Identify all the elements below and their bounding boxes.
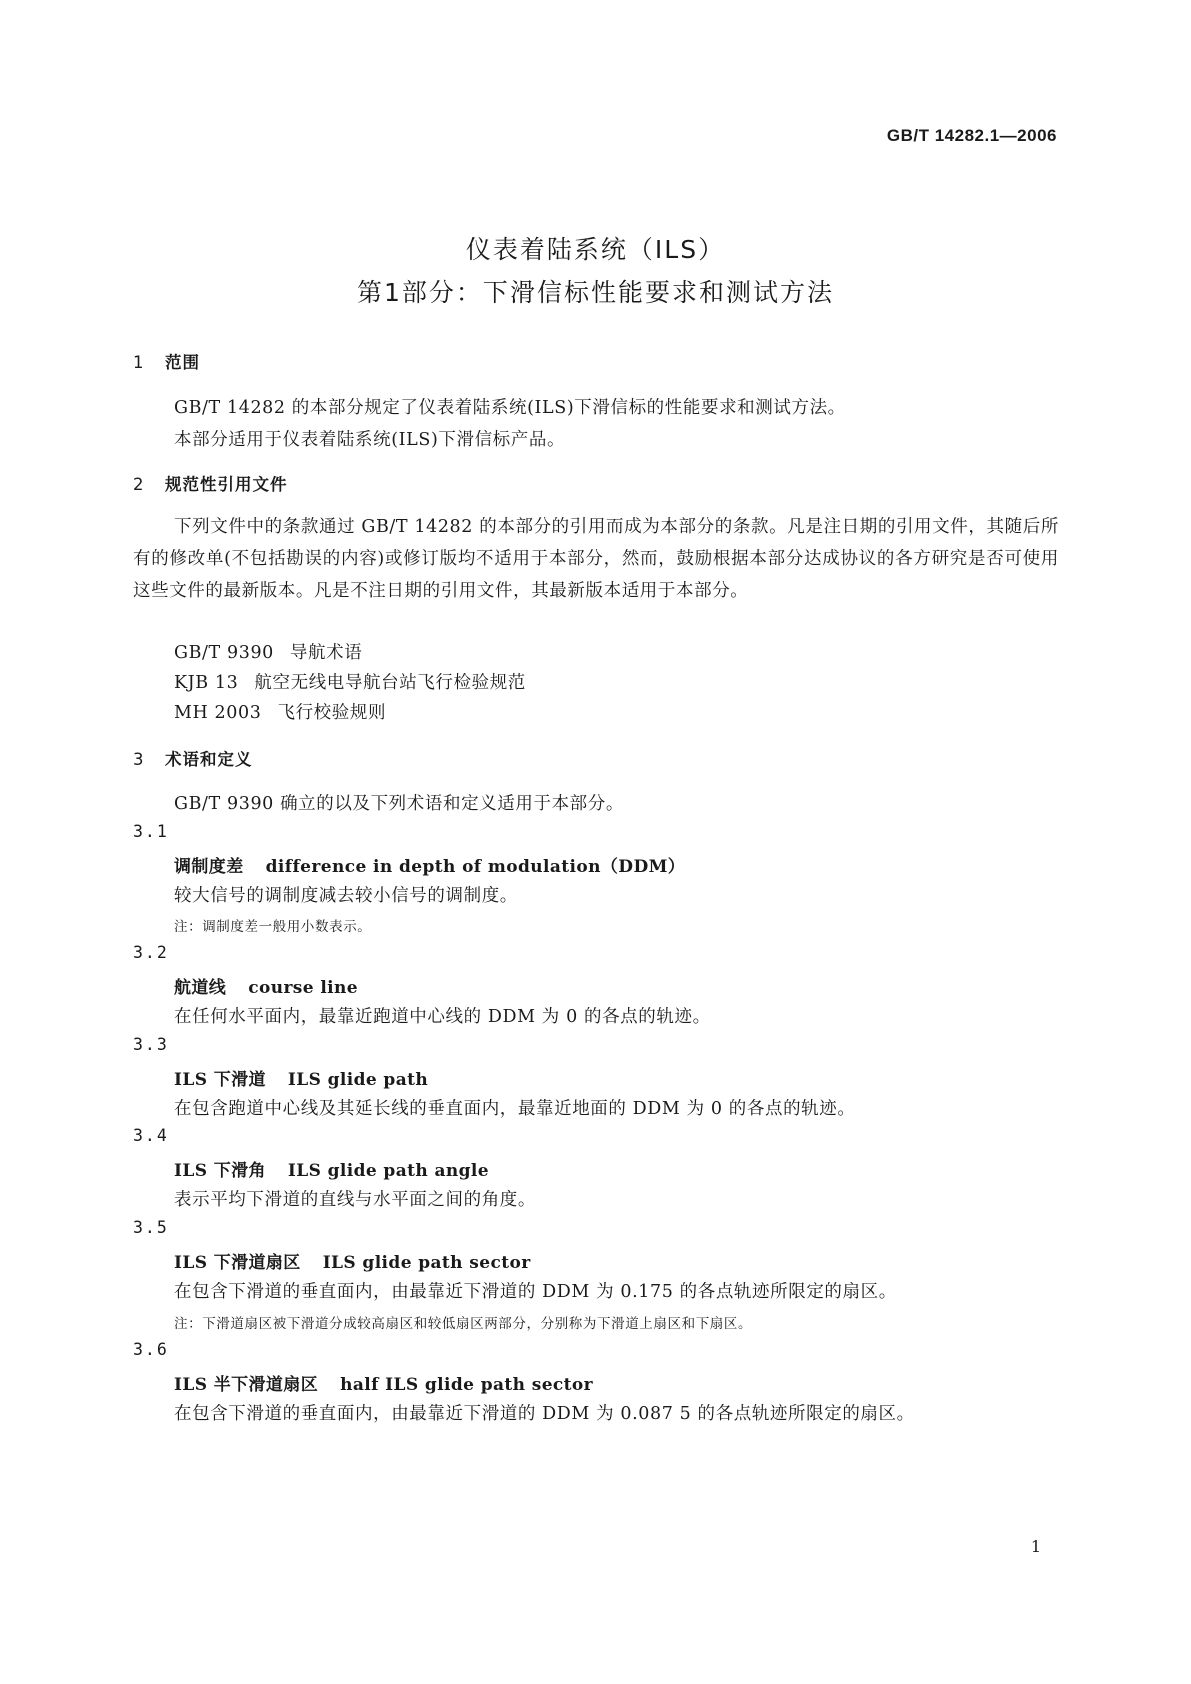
section-title: 范围 [165,353,200,372]
term-heading [174,1248,531,1273]
term-note: 注：下滑道扇区被下滑道分成较高扇区和较低扇区两部分，分别称为下滑道上扇区和下扇区。 [174,1316,753,1332]
clause-number: 3.3 [133,1035,169,1054]
term-chinese: 调制度差 [174,857,244,877]
term-english: difference in depth of modulation（DDM） [265,857,686,877]
reference-title: 航空无线电导航台站飞行检验规范 [254,673,526,693]
reference-title: 导航术语 [289,643,363,663]
page-number: 1 [1030,1537,1041,1556]
term-definition: 在包含跑道中心线及其延长线的垂直面内，最靠近地面的 DDM 为 0 的各点的轨迹。 [174,1099,856,1119]
term-english: ILS glide path [287,1070,429,1090]
term-heading [174,1370,593,1395]
term-chinese: ILS 下滑道扇区 [174,1253,301,1273]
term-definition: 在任何水平面内，最靠近跑道中心线的 DDM 为 0 的各点的轨迹。 [174,1007,711,1027]
document-title-line2: 第1部分：下滑信标性能要求和测试方法 [357,278,834,307]
term-heading [174,1156,489,1181]
scope-paragraph-1: GB/T 14282 的本部分规定了仪表着陆系统(ILS)下滑信标的性能要求和测试方法。 [174,398,846,418]
term-heading [174,973,358,998]
term-english: half ILS glide path sector [340,1375,594,1395]
term-chinese: ILS 半下滑道扇区 [174,1375,319,1395]
clause-number: 3.5 [133,1218,169,1237]
term-heading [174,852,685,877]
section-title: 规范性引用文件 [165,475,288,494]
term-definition: 表示平均下滑道的直线与水平面之间的角度。 [174,1190,536,1210]
standard-number: GB/T 14282.1—2006 [886,126,1057,145]
reference-item [174,639,362,664]
section-number: 2 [133,475,145,494]
term-definition: 在包含下滑道的垂直面内，由最靠近下滑道的 DDM 为 0.175 的各点轨迹所限定的扇区。 [174,1282,897,1302]
section-number: 3 [133,750,145,769]
reference-item [174,699,386,724]
reference-item [174,669,526,694]
reference-code: KJB 13 [174,673,239,693]
section-1-heading [133,349,200,373]
terms-intro: GB/T 9390 确立的以及下列术语和定义适用于本部分。 [174,794,624,814]
section-title: 术语和定义 [165,750,253,769]
clause-number: 3.1 [133,822,169,841]
clause-number: 3.2 [133,943,169,962]
reference-title: 飞行校验规则 [277,703,387,723]
document-title-line1: 仪表着陆系统（ILS） [465,235,726,264]
section-2-heading [133,471,288,495]
section-number: 1 [133,353,145,372]
term-chinese: 航道线 [174,978,227,998]
reference-code: MH 2003 [174,703,262,723]
clause-number: 3.6 [133,1340,169,1359]
reference-code: GB/T 9390 [174,643,274,663]
section-3-heading [133,746,253,770]
term-english: ILS glide path sector [322,1253,531,1273]
normative-references-paragraph: 下列文件中的条款通过 GB/T 14282 的本部分的引用而成为本部分的条款。凡是注日期的引用文件，其随后所有的修改单(不包括勘误的内容)或修订版均不适用于本部分，然而，鼓励根据本部分达成协议的各方研究是否可使用这些文件的最新版本。凡是不注日期的引用文件，其最新版本适用于本部分。 [133,517,1059,601]
term-definition: 在包含下滑道的垂直面内，由最靠近下滑道的 DDM 为 0.087 5 的各点轨迹所限定的扇区。 [174,1404,915,1424]
scope-paragraph-2: 本部分适用于仪表着陆系统(ILS)下滑信标产品。 [174,430,566,450]
term-definition: 较大信号的调制度减去较小信号的调制度。 [174,886,518,906]
term-english: ILS glide path angle [287,1161,489,1181]
term-chinese: ILS 下滑道 [174,1070,266,1090]
term-note: 注：调制度差一般用小数表示。 [174,919,372,935]
clause-number: 3.4 [133,1126,169,1145]
term-heading [174,1065,428,1090]
term-chinese: ILS 下滑角 [174,1161,266,1181]
term-english: course line [248,978,359,998]
